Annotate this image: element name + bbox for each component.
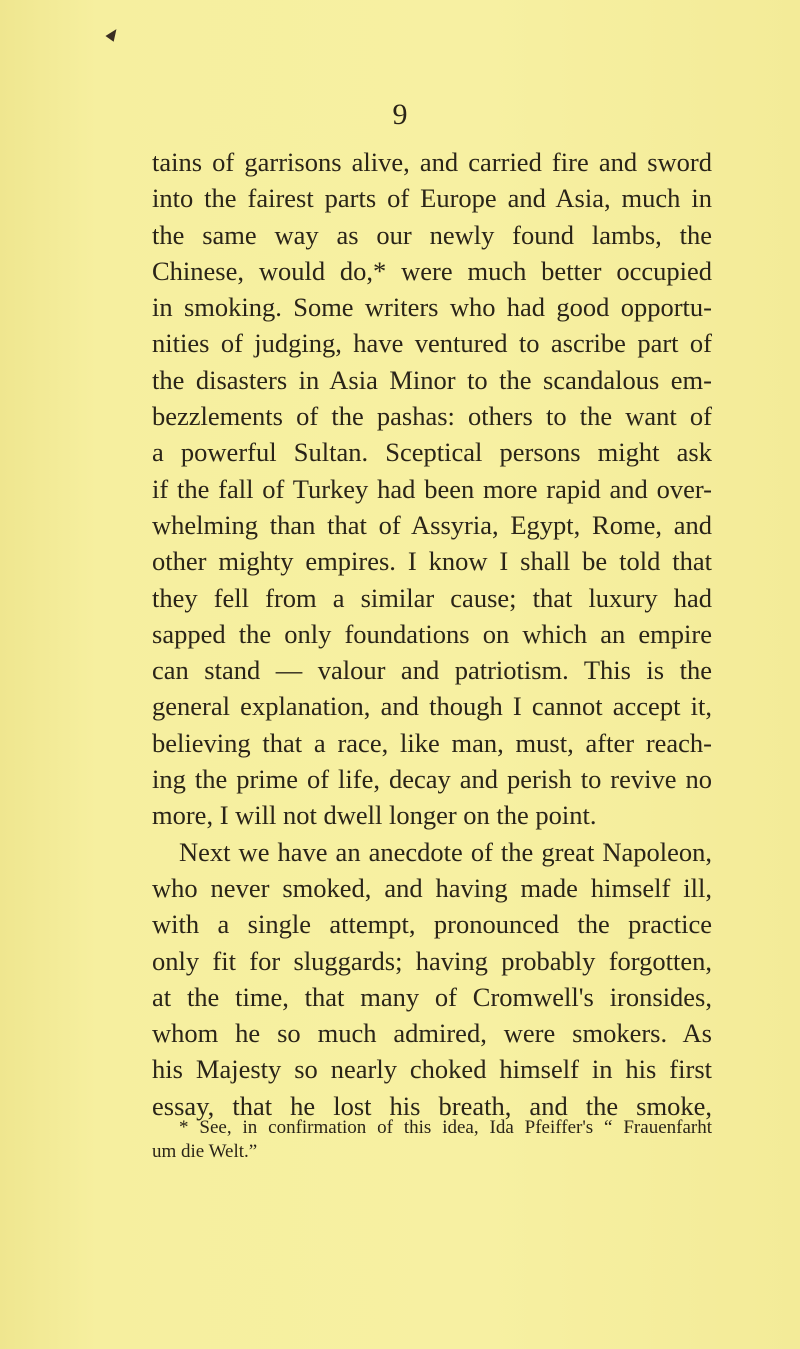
text-line: they fell from a similar cause; that luxury had [152,582,712,613]
text-line: in smoking. Some writers who had good opportu- [152,292,712,323]
text-line: whom he so much admired, were smokers. As [152,1018,712,1049]
text-line: the same way as our newly found lambs, the [152,219,712,250]
text-line: can stand — valour and patriotism. This is the [152,655,712,686]
page-number: 9 [392,98,408,131]
text-line: the disasters in Asia Minor to the scandalous em- [152,364,712,395]
text-line: tains of garrisons alive, and carried fire and sword [152,147,712,177]
text-line: believing that a race, like man, must, after reach- [152,727,712,758]
text-line: with a single attempt, pronounced the practice [152,909,712,940]
text-line: whelming than that of Assyria, Egypt, Rome, and [152,509,712,540]
text-line: who never smoked, and having made himself ill, [152,872,712,903]
text-line: more, I will not dwell longer on the point. [152,800,597,831]
text-line: general explanation, and though I cannot accept it, [152,691,712,722]
text-line: nities of judging, have ventured to ascribe part of [152,328,712,359]
text-line: his Majesty so nearly choked himself in his first [152,1054,712,1085]
text-line: sapped the only foundations on which an empire [152,618,712,649]
text-line: Next we have an anecdote of the great Napoleon, [179,836,712,867]
footnote-line: um die Welt.” [152,1141,258,1162]
text-line: essay, that he lost his breath, and the smoke, [152,1090,712,1121]
footnote [152,1116,712,1164]
text-line: bezzlements of the pashas: others to the want of [152,401,712,432]
text-line: into the fairest parts of Europe and Asia, much in [152,183,712,214]
text-line: Chinese, would do,* were much better occupied [152,255,712,286]
text-line: if the fall of Turkey had been more rapid and over- [152,473,712,504]
text-line: at the time, that many of Cromwell's ironsides, [152,981,712,1012]
text-line: ing the prime of life, decay and perish to revive no [152,764,712,795]
text-line: a powerful Sultan. Sceptical persons might ask [152,437,712,468]
text-line: other mighty empires. I know I shall be told that [152,546,712,577]
body-text [152,144,712,1124]
ink-mark-icon [105,26,120,42]
footnote-line: * See, in confirmation of this idea, Ida Pfeiffer's “ Frauenfarht [179,1117,712,1138]
text-line: only fit for sluggards; having probably forgotten, [152,945,712,976]
